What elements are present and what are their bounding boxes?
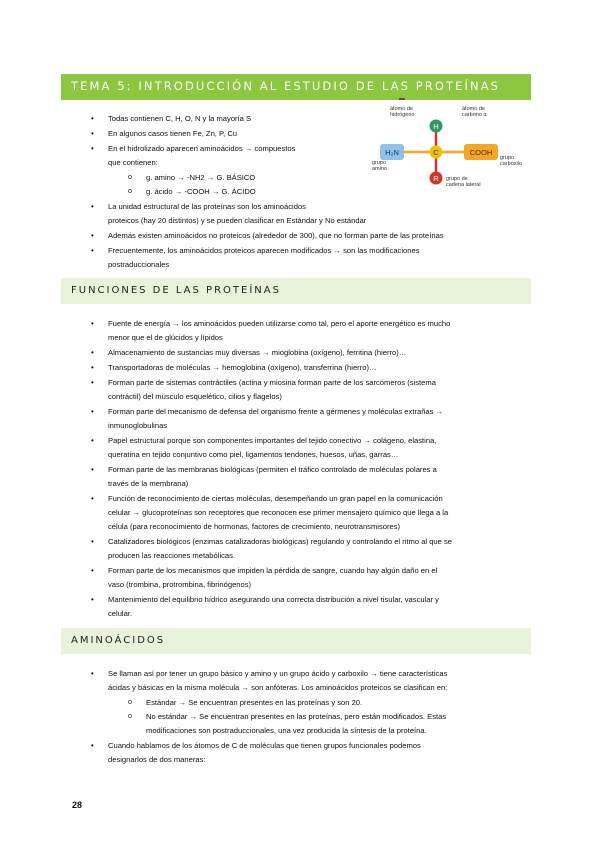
list-item-continuation: menor que el de glúcidos y lípidos [108, 333, 223, 342]
list-item: • Forman parte de los mecanismos que impiden la pérdida de sangre, cuando hay algún daño en el [108, 563, 528, 578]
list-item: • La unidad estructural de las proteínas son los aminoácidos [108, 199, 528, 214]
hydrogen-symbol: H [433, 122, 439, 131]
list-item: • Transportadoras de moléculas → hemoglobina (oxígeno), transferrina (hierro)… [108, 360, 528, 375]
list-item: • En el hidrolizado aparecen aminoácidos → compuestos [108, 141, 528, 156]
bullet-icon: • [91, 436, 94, 445]
bullet-icon: • [91, 407, 94, 416]
section-heading-bar [61, 628, 531, 654]
bullet-icon: • [91, 741, 94, 750]
list-item: • Además existen aminoácidos no proteicos (alrededor de 300), que no forman parte de las proteínas [108, 228, 528, 243]
sub-list-item: o No estándar → Se encuentran presentes en las proteínas, pero están modificados. Estas [146, 709, 526, 724]
page-title: TEMA 5: INTRODUCCIÓN AL ESTUDIO DE LAS PROTEÍNAS [71, 79, 501, 93]
circle-bullet-icon: o [128, 174, 132, 181]
list-item-continuation: postraduccionales [108, 260, 170, 269]
bullet-icon: • [91, 319, 94, 328]
side-chain-symbol: R [433, 174, 439, 183]
list-item: • En algunos casos tienen Fe, Zn, P, Cu [108, 126, 528, 141]
section-heading-bar [61, 278, 531, 304]
list-item-continuation: célula (para reconocimiento de hormonas, factores de crecimiento, neurotransmisores) [108, 522, 401, 531]
list-item-continuation: proteicos (hay 20 distintos) y se pueden clasificar en Estándar y No estándar [108, 216, 367, 225]
list-item-continuation: celular → glucoproteínas son receptores que reconocen ese primer mensajero químico que llega a la [108, 508, 449, 517]
bullet-icon: • [91, 348, 94, 357]
list-item-continuation: designarlos de dos maneras: [108, 755, 206, 764]
bullet-icon: • [91, 129, 94, 138]
list-item-continuation: inmunoglobulinas [108, 421, 168, 430]
amino-caption-2: amino [372, 166, 387, 172]
list-item: • Función de reconocimiento de ciertas moléculas, desempeñando un gran papel en la comunicación [108, 491, 528, 506]
carbon-caption-1: átomo de [462, 106, 485, 112]
carbon-symbol: C [433, 148, 439, 157]
page-number: 28 [72, 800, 83, 810]
circle-bullet-icon: o [128, 713, 132, 720]
list-item: • Papel estructural porque son componentes importantes del tejido conectivo → colágeno, elastina, [108, 433, 528, 448]
list-item-continuation: que contienen: [108, 158, 158, 167]
side-chain-caption-1: grupo de [446, 176, 468, 182]
sub-list-item: o g. amino → -NH2 → G. BÁSICO [146, 170, 526, 185]
list-item-continuation: contráctil) del músculo esquelético, cilios y flagelos) [108, 392, 282, 401]
bullet-icon: • [91, 669, 94, 678]
carboxyl-label: COOH [469, 148, 493, 157]
carboxyl-caption-1: grupo [500, 155, 515, 161]
bullet-icon: • [91, 566, 94, 575]
hydrogen-caption-2: hidrógeno [390, 112, 415, 118]
list-item-continuation: producen las reacciones metabólicas. [108, 551, 236, 560]
page-title-bar [61, 74, 531, 100]
circle-bullet-icon: o [128, 188, 132, 195]
list-item: • Se llaman así por tener un grupo básico y amino y un grupo ácido y carboxilo → tiene características [108, 666, 528, 681]
image-mark [399, 98, 405, 100]
amino-caption-1: grupo [372, 160, 387, 166]
list-item-continuation: vaso (trombina, protrombina, fibrinógenos) [108, 580, 252, 589]
bullet-icon: • [91, 378, 94, 387]
list-item: • Mantenimiento del equilibrio hídrico asegurando una correcta distribución a nivel tisular, vascular y [108, 592, 528, 607]
list-item: • Fuente de energía → los aminoácidos pueden utilizarse como tal, pero el aporte energético es mucho [108, 316, 528, 331]
list-item: • Catalizadores biológicos (enzimas catalizadoras biológicas) regulando y controlando el ritmo al que se [108, 534, 528, 549]
list-item: • Forman parte de las membranas biológicas (permiten el tráfico controlado de moléculas polares a [108, 462, 528, 477]
amino-acid-structure-diagram [358, 104, 528, 200]
list-item-continuation: ácidas y básicas en la misma molécula → son anfóteras. Los aminoácidos proteicos se clasifican en: [108, 683, 448, 692]
bullet-icon: • [91, 246, 94, 255]
list-item-continuation: celular. [108, 609, 133, 618]
bullet-icon: • [91, 202, 94, 211]
bullet-icon: • [91, 465, 94, 474]
section-heading: AMINOÁCIDOS [71, 635, 166, 646]
bullet-icon: • [91, 537, 94, 546]
sub-list-item-continuation: modificaciones son postraduccionales, una vez producida la síntesis de la proteína. [146, 726, 427, 735]
circle-bullet-icon: o [128, 699, 132, 706]
list-item: • Forman parte de sistemas contráctiles (actina y miosina forman parte de los sarcómeros (sistema [108, 375, 528, 390]
list-item: • Todas contienen C, H, O, N y la mayoría S [108, 111, 528, 126]
list-item: • Cuando hablamos de los átomos de C de moléculas que tienen grupos funcionales podemos [108, 738, 528, 753]
amino-label: H₂N [385, 148, 399, 157]
bullet-icon: • [91, 144, 94, 153]
sub-list-item: o g. ácido → -COOH → G. ÁCIDO [146, 184, 526, 199]
list-item: • Almacenamiento de sustancias muy diversas → mioglobina (oxígeno), ferritina (hierro)… [108, 345, 528, 360]
bullet-icon: • [91, 494, 94, 503]
hydrogen-caption-1: átomo de [390, 106, 413, 112]
section-heading: FUNCIONES DE LAS PROTEÍNAS [71, 285, 281, 296]
list-item-continuation: queratina en tejido conjuntivo como piel, ligamentos tendones, huesos, uñas, garras… [108, 450, 399, 459]
bullet-icon: • [91, 231, 94, 240]
bullet-icon: • [91, 363, 94, 372]
bullet-icon: • [91, 114, 94, 123]
list-item: • Frecuentemente, los aminoácidos proteicos aparecen modificados → son las modificaciones [108, 243, 528, 258]
carboxyl-caption-2: carboxilo [500, 161, 523, 167]
list-item: • Forman parte del mecanismo de defensa del organismo frente a gérmenes y moléculas extrañas → [108, 404, 528, 419]
bullet-icon: • [91, 595, 94, 604]
side-chain-caption-2: cadena lateral [446, 182, 481, 188]
carbon-caption-2: carbono α [462, 112, 487, 118]
list-item-continuation: través de la membrana) [108, 479, 189, 488]
sub-list-item: o Estándar → Se encuentran presentes en las proteínas y son 20. [146, 695, 526, 710]
